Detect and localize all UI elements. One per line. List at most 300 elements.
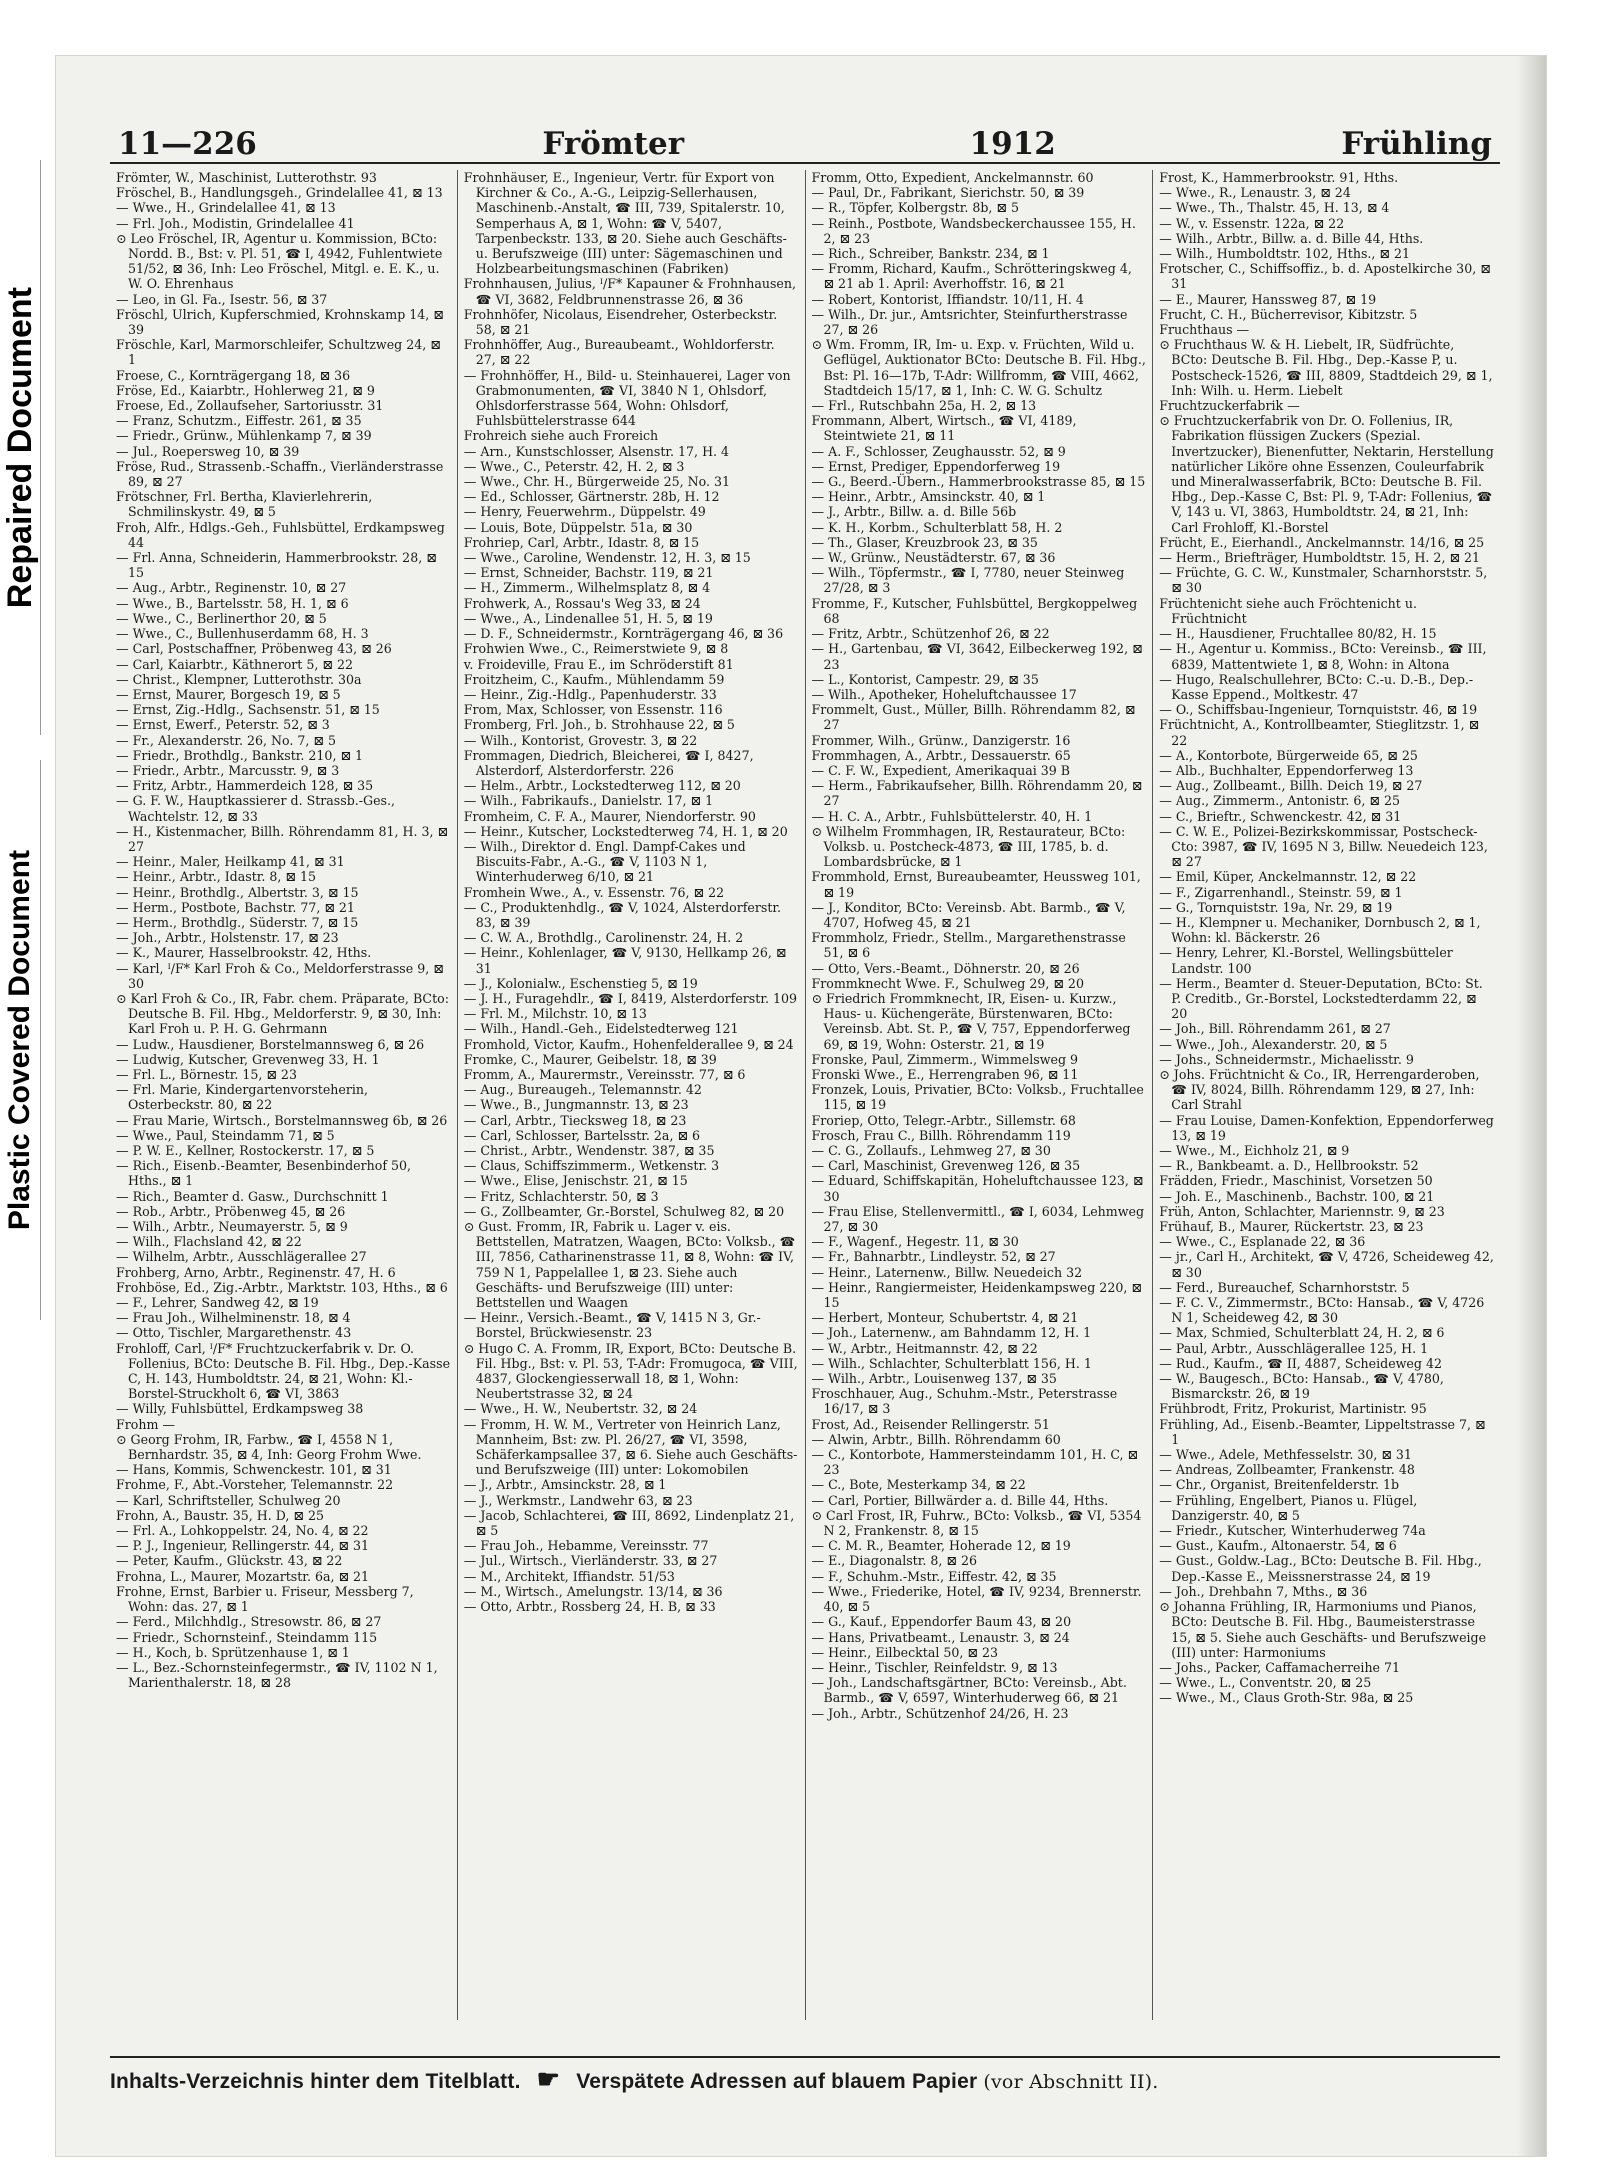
directory-entry: Fröse, Rud., Strassenb.-Schaffn., Vierländerstrasse 89, ⊠ 27 bbox=[116, 458, 444, 490]
directory-entry: Frohm — bbox=[116, 1416, 175, 1432]
directory-entry: — E., Maurer, Hanssweg 87, ⊠ 19 bbox=[1159, 291, 1377, 307]
directory-entry: — Carl, Postschaffner, Pröbenweg 43, ⊠ 26 bbox=[116, 641, 392, 657]
directory-entry: — Henry, Feuerwehrm., Düppelstr. 49 bbox=[463, 504, 706, 520]
directory-entry: — Wwe., B., Jungmannstr. 13, ⊠ 23 bbox=[463, 1097, 689, 1113]
directory-entry: — C. G., Zollaufs., Lehmweg 27, ⊠ 30 bbox=[811, 1143, 1051, 1158]
directory-entry: — Andreas, Zollbeamter, Frankenstr. 48 bbox=[1159, 1462, 1415, 1478]
directory-entry: — Th., Glaser, Kreuzbrook 23, ⊠ 35 bbox=[811, 534, 1038, 550]
directory-entry: — Carl, Portier, Billwärder a. d. Bille 44, Hths. bbox=[811, 1492, 1109, 1508]
directory-entry: — Claus, Schiffszimmerm., Wetkenstr. 3 bbox=[463, 1158, 720, 1174]
directory-entry: — Joh., Drehbahn 7, Mths., ⊠ 36 bbox=[1159, 1583, 1368, 1599]
directory-entry: — Christ., Klempner, Lutterothstr. 30a bbox=[116, 671, 362, 687]
directory-entry: — Johs., Packer, Caffamacherreihe 71 bbox=[1159, 1659, 1401, 1675]
directory-entry: From, Max, Schlosser, von Essenstr. 116 bbox=[463, 702, 723, 718]
directory-entry: ⊙ Hugo C. A. Fromm, IR, Export, BCto: Deutsche B. Fil. Hbg., Bst: v. Pl. 53, T-Adr: Fromugoca, ☎ VIII, 4837, Glockengiesserwall 18, ⊠ 1, Wohn: Neubertstrasse 32, ⊠ 24 bbox=[463, 1340, 798, 1402]
directory-entry: — Wwe., R., Lenaustr. 3, ⊠ 24 bbox=[1159, 185, 1351, 201]
directory-entry: — Frau Louise, Damen-Konfektion, Eppendorferweg 13, ⊠ 19 bbox=[1159, 1112, 1494, 1143]
directory-entry: Frohnhäuser, E., Ingenieur, Vertr. für Export von Kirchner & Co., A.-G., Leipzig-Sellerhausen, Maschinenb.-Anstalt, ☎ III, 739, Spitalerstr. 10, Semperhaus A, ⊠ 1, Wohn: ☎ V, 5407, Tarpenbeckstr. 133, ⊠ 20. Siehe auch Geschäfts- u. Berufszweige (III) unter: Sägemaschinen und Holzbearbeitungsmaschinen (Fabriken) bbox=[463, 170, 787, 277]
directory-entry: — Peter, Kaufm., Glückstr. 43, ⊠ 22 bbox=[116, 1553, 343, 1569]
directory-entry: — H., Gartenbau, ☎ VI, 3642, Eilbeckerweg 192, ⊠ 23 bbox=[811, 641, 1143, 672]
directory-entry: Fruchtzuckerfabrik — bbox=[1159, 398, 1300, 414]
directory-entry: — W., Grünw., Neustädterstr. 67, ⊠ 36 bbox=[811, 550, 1056, 566]
directory-entry: — Fr., Alexanderstr. 26, No. 7, ⊠ 5 bbox=[116, 732, 336, 748]
directory-entry: — Robert, Kontorist, Iffiandstr. 10/11, H. 4 bbox=[811, 291, 1084, 307]
directory-entry: — Joh., Arbtr., Schützenhof 24/26, H. 23 bbox=[811, 1705, 1069, 1721]
directory-entry: — C. W. E., Polizei-Bezirkskommissar, Postscheck-Cto: 3987, ☎ IV, 1695 N 3, Billw. Neuedeich 123, ⊠ 27 bbox=[1159, 823, 1488, 870]
directory-entry: — Herm., Beamter d. Steuer-Deputation, BCto: St. P. Creditb., Gr.-Borstel, Lockstedterdamm 22, ⊠ 20 bbox=[1159, 975, 1483, 1022]
directory-entry: — Ferd., Milchhdlg., Stresowstr. 86, ⊠ 27 bbox=[116, 1614, 382, 1630]
directory-entry: ⊙ Gust. Fromm, IR, Fabrik u. Lager v. eis. Bettstellen, Matratzen, Waagen, BCto: Volksb., ☎ III, 7856, Catharinenstrasse 11, ⊠ 8, Wohn: ☎ IV, 759 N 1, Pappelallee 1, ⊠ 23. Siehe auch Geschäfts- und Berufszweige (III) unter: Bettstellen und Waagen bbox=[463, 1219, 796, 1311]
directory-entry: — C., Bote, Mesterkamp 34, ⊠ 22 bbox=[811, 1477, 1026, 1493]
directory-entry: — Wilh., Dr. jur., Amtsrichter, Steinfurtherstrasse 27, ⊠ 26 bbox=[811, 306, 1128, 338]
directory-entry: — Frau Joh., Hebamme, Vereinsstr. 77 bbox=[463, 1538, 709, 1554]
directory-entry: Frohreich siehe auch Froreich bbox=[463, 428, 659, 444]
directory-entry: — Herbert, Monteur, Schubertstr. 4, ⊠ 21 bbox=[811, 1310, 1079, 1326]
directory-entry: — Carl, Kaiarbtr., Käthnerort 5, ⊠ 22 bbox=[116, 656, 353, 672]
plastic-covered-document-label: Plastic Covered Document bbox=[3, 849, 36, 1231]
directory-entry: Frötschner, Frl. Bertha, Klavierlehrerin, Schmilinskystr. 49, ⊠ 5 bbox=[116, 489, 373, 520]
directory-entry: — Alb., Buchhalter, Eppendorferweg 13 bbox=[1159, 762, 1414, 778]
directory-entry: Frohriep, Carl, Arbtr., Idastr. 8, ⊠ 15 bbox=[463, 534, 700, 550]
directory-entry: Frommagen, Diedrich, Bleicherei, ☎ I, 8427, Alsterdorf, Alsterdorferstr. 226 bbox=[463, 747, 754, 778]
directory-entry: Fröschel, B., Handlungsgeh., Grindelallee 41, ⊠ 13 bbox=[116, 185, 443, 201]
directory-entry: Frost, Ad., Reisender Rellingerstr. 51 bbox=[811, 1416, 1050, 1432]
directory-entry: Frohwien Wwe., C., Reimerstwiete 9, ⊠ 8 bbox=[463, 641, 729, 657]
directory-entry: Frommholz, Friedr., Stellm., Margarethenstrasse 51, ⊠ 6 bbox=[811, 930, 1126, 961]
page-footer bbox=[110, 2056, 1500, 2095]
directory-entry: Fromke, C., Maurer, Geibelstr. 18, ⊠ 39 bbox=[463, 1051, 717, 1067]
directory-entry: — Frau Joh., Wilhelminenstr. 18, ⊠ 4 bbox=[116, 1310, 351, 1326]
directory-column-3 bbox=[806, 170, 1154, 2020]
directory-entry: — Friedr., Grünw., Mühlenkamp 7, ⊠ 39 bbox=[116, 428, 372, 444]
directory-entry: — J., Kolonialw., Eschenstieg 5, ⊠ 19 bbox=[463, 975, 698, 991]
directory-entry: — jr., Carl H., Architekt, ☎ V, 4726, Scheideweg 42, ⊠ 30 bbox=[1159, 1249, 1494, 1280]
directory-entry: ⊙ Fruchtzuckerfabrik von Dr. O. Follenius, IR, Fabrikation flüssigen Zuckers (Spezial. Invertzucker), Bienenfutter, Nektarin, Herstellung natürlicher Liköre ohne Essenzen, Couleurfabrik und Mineralwasserfabrik, BCto: Deutsche B. Fil. Hbg., Dep.-Kasse C, Bst: Pl. 9, T-Adr: Follenius, ☎ V, 143 u. VI, 3863, Humboldtstr. 24, ⊠ 21, Inh: Carl Frohloff, Kl.-Borstel bbox=[1159, 413, 1494, 535]
directory-entry: — M., Wirtsch., Amelungstr. 13/14, ⊠ 36 bbox=[463, 1583, 723, 1599]
directory-entry: — Heinr., Kutscher, Lockstedterweg 74, H. 1, ⊠ 20 bbox=[463, 823, 788, 839]
directory-entry: Frohnhöfer, Nicolaus, Eisendreher, Osterbeckstr. 58, ⊠ 21 bbox=[463, 306, 778, 338]
directory-entry: Fronske, Paul, Zimmerm., Wimmelsweg 9 bbox=[811, 1051, 1079, 1067]
directory-entry: — Rob., Arbtr., Pröbenweg 45, ⊠ 26 bbox=[116, 1203, 346, 1219]
directory-entry: — Herm., Postbote, Bachstr. 77, ⊠ 21 bbox=[116, 899, 355, 915]
directory-entry: — Karl, ᴵ/F* Karl Froh & Co., Meldorferstrasse 9, ⊠ 30 bbox=[116, 960, 444, 991]
directory-entry: — Carl, Schlosser, Bartelsstr. 2a, ⊠ 6 bbox=[463, 1127, 701, 1143]
directory-entry: — Joh., Laternenw., am Bahndamm 12, H. 1 bbox=[811, 1325, 1092, 1341]
directory-entry: — Carl, Arbtr., Tiecksweg 18, ⊠ 23 bbox=[463, 1112, 687, 1128]
directory-entry: — Joh., Arbtr., Holstenstr. 17, ⊠ 23 bbox=[116, 930, 339, 946]
directory-entry: — F., Zigarrenhandl., Steinstr. 59, ⊠ 1 bbox=[1159, 884, 1403, 900]
directory-entry: — P. W. E., Kellner, Rostockerstr. 17, ⊠ 5 bbox=[116, 1143, 375, 1158]
directory-entry: — Wilh., Arbtr., Billw. a. d. Bille 44, Hths. bbox=[1159, 230, 1424, 246]
directory-entry: — Leo, in Gl. Fa., Isestr. 56, ⊠ 37 bbox=[116, 291, 328, 307]
directory-entry: Früchtnicht, A., Kontrollbeamter, Stieglitzstr. 1, ⊠ 22 bbox=[1159, 717, 1480, 748]
directory-entry: — Wwe., M., Claus Groth-Str. 98a, ⊠ 25 bbox=[1159, 1690, 1414, 1706]
directory-entry: — Rich., Beamter d. Gasw., Durchschnitt 1 bbox=[116, 1188, 389, 1204]
directory-entry: — Fromm, Richard, Kaufm., Schrötteringskweg 4, ⊠ 21 ab 1. April: Averhoffstr. 16, ⊠ 21 bbox=[811, 261, 1132, 292]
directory-entry: — Frohnhöffer, H., Bild- u. Steinhauerei, Lager von Grabmonumenten, ☎ VI, 3840 N 1, Ohlsdorf, Ohlsdorferstrasse 564, Wohn: Ohlsdorf, Fuhlsbüttelerstrasse 644 bbox=[463, 367, 791, 429]
footer-late-addresses: Verspätete Adressen auf blauem Papier bbox=[576, 2070, 978, 2093]
directory-entry: Frohme, F., Abt.-Vorsteher, Telemannstr. 22 bbox=[116, 1477, 394, 1493]
directory-entry: — Paul, Dr., Fabrikant, Sierichstr. 50, ⊠ 39 bbox=[811, 185, 1085, 201]
directory-entry: — Max, Schmied, Schulterblatt 24, H. 2, ⊠ 6 bbox=[1159, 1325, 1445, 1341]
directory-entry: Frohnhausen, Julius, ᴵ/F* Kapauner & Frohnhausen, ☎ VI, 3682, Feldbrunnenstrasse 26, ⊠ 36 bbox=[463, 276, 797, 307]
directory-entry: — C. M. R., Beamter, Hoherade 12, ⊠ 19 bbox=[811, 1538, 1071, 1554]
directory-entry: — K., Maurer, Hasselbrookstr. 42, Hths. bbox=[116, 945, 372, 961]
directory-entry: — H., Koch, b. Sprützenhause 1, ⊠ 1 bbox=[116, 1644, 350, 1660]
directory-entry: — Friedr., Arbtr., Marcusstr. 9, ⊠ 3 bbox=[116, 762, 340, 778]
directory-entry: — H., Zimmerm., Wilhelmsplatz 8, ⊠ 4 bbox=[463, 580, 711, 596]
directory-entry: — G., Tornquiststr. 19a, Nr. 29, ⊠ 19 bbox=[1159, 899, 1393, 915]
directory-entry: — Aug., Zollbeamt., Billh. Deich 19, ⊠ 27 bbox=[1159, 778, 1423, 794]
directory-entry: — Wilh., Arbtr., Neumayerstr. 5, ⊠ 9 bbox=[116, 1219, 348, 1235]
directory-entry: Fromheim, C. F. A., Maurer, Niendorferstr. 90 bbox=[463, 808, 756, 824]
directory-entry: — Heinr., Arbtr., Idastr. 8, ⊠ 15 bbox=[116, 869, 317, 885]
directory-entry: — Wwe., C., Bullenhuserdamm 68, H. 3 bbox=[116, 626, 369, 642]
directory-entry: — G. F. W., Hauptkassierer d. Strassb.-Ges., Wachtelstr. 12, ⊠ 33 bbox=[116, 793, 396, 824]
directory-entry: ⊙ Georg Frohm, IR, Farbw., ☎ I, 4558 N 1, Bernhardstr. 35, ⊠ 4, Inh: Georg Frohm Wwe. bbox=[116, 1431, 422, 1463]
directory-entry: — Wilh., Apotheker, Hoheluftchaussee 17 bbox=[811, 686, 1077, 702]
directory-entry: — Wilh., Handl.-Geh., Eidelstedterweg 121 bbox=[463, 1021, 739, 1037]
directory-entry: ⊙ Johs. Früchtnicht & Co., IR, Herrengarderoben, ☎ IV, 8024, Billh. Röhrendamm 129, ⊠ 27, Inh: Carl Strahl bbox=[1159, 1066, 1480, 1113]
directory-entry: Frohböse, Ed., Zig.-Arbtr., Marktstr. 103, Hths., ⊠ 6 bbox=[116, 1279, 448, 1295]
directory-entry: — Ernst, Schneider, Bachstr. 119, ⊠ 21 bbox=[463, 565, 714, 581]
directory-entry: — Karl, Schriftsteller, Schulweg 20 bbox=[116, 1492, 341, 1508]
header-first-name: Frömter bbox=[542, 126, 685, 162]
directory-column-1 bbox=[110, 170, 458, 2020]
directory-entry: — Wwe., A., Lindenallee 51, H. 5, ⊠ 19 bbox=[463, 610, 713, 626]
directory-entry: — J., Konditor, BCto: Vereinsb. Abt. Barmb., ☎ V, 4707, Hofweg 45, ⊠ 21 bbox=[811, 899, 1126, 930]
directory-entry: — Ernst, Ewerf., Peterstr. 52, ⊠ 3 bbox=[116, 717, 330, 733]
directory-entry: — Arn., Kunstschlosser, Alsenstr. 17, H. 4 bbox=[463, 443, 730, 459]
directory-entry: ⊙ Friedrich Frommknecht, IR, Eisen- u. Kurzw., Haus- u. Küchengeräte, Bürstenwaren, BCto: Vereinsb. Abt. St. P., ☎ V, 757, Eppendorferweg 69, ⊠ 19, Wohn: Osterstr. 21, ⊠ 19 bbox=[811, 990, 1131, 1052]
directory-entry: — Friedr., Brothdlg., Bankstr. 210, ⊠ 1 bbox=[116, 747, 364, 763]
directory-entry: — Frl. Joh., Modistin, Grindelallee 41 bbox=[116, 215, 355, 231]
directory-entry: — Ferd., Bureauchef, Scharnhorststr. 5 bbox=[1159, 1279, 1410, 1295]
directory-entry: — Joh. E., Maschinenb., Bachstr. 100, ⊠ 21 bbox=[1159, 1188, 1435, 1204]
directory-entry: Fronzek, Louis, Privatier, BCto: Volksb., Fruchtallee 115, ⊠ 19 bbox=[811, 1082, 1144, 1113]
directory-entry: — Wilh., Kontorist, Grovestr. 3, ⊠ 22 bbox=[463, 732, 698, 748]
directory-entry: — Hugo, Realschullehrer, BCto: C.-u. D.-B., Dep.-Kasse Eppend., Moltkestr. 47 bbox=[1159, 671, 1474, 702]
directory-entry: Frotscher, C., Schiffsoffiz., b. d. Apostelkirche 30, ⊠ 31 bbox=[1159, 261, 1491, 292]
directory-entry: — Gust., Goldw.-Lag., BCto: Deutsche B. Fil. Hbg., Dep.-Kasse E., Meissnerstrasse 24, ⊠ 19 bbox=[1159, 1553, 1482, 1584]
directory-entry: — L., Kontorist, Campestr. 29, ⊠ 35 bbox=[811, 671, 1039, 687]
directory-entry: — Wwe., C., Esplanade 22, ⊠ 36 bbox=[1159, 1234, 1366, 1250]
directory-entry: ⊙ Leo Fröschel, IR, Agentur u. Kommission, BCto: Nordd. B., Bst: v. Pl. 51, ☎ I, 4942, Fuhlentwiete 51/52, ⊠ 36, Inh: Leo Fröschel, Mitgl. e. E. K., u. W. O. Ehrenhaus bbox=[116, 230, 443, 292]
directory-entry: — F., Schuhm.-Mstr., Eiffestr. 42, ⊠ 35 bbox=[811, 1568, 1057, 1584]
directory-entry: — Jul., Roepersweg 10, ⊠ 39 bbox=[116, 443, 300, 459]
page-number: 11—226 bbox=[118, 126, 257, 162]
directory-entry: Fröschl, Ulrich, Kupferschmied, Krohnskamp 14, ⊠ 39 bbox=[116, 306, 444, 338]
directory-entry: Frühling, Ad., Eisenb.-Beamter, Lippeltstrasse 7, ⊠ 1 bbox=[1159, 1416, 1486, 1447]
directory-entry: — Herm., Brothdlg., Süderstr. 7, ⊠ 15 bbox=[116, 914, 359, 930]
directory-entry: — Fritz, Arbtr., Schützenhof 26, ⊠ 22 bbox=[811, 626, 1050, 642]
directory-entry: — Wwe., Chr. H., Bürgerweide 25, No. 31 bbox=[463, 474, 731, 490]
directory-entry: — Wwe., H., Grindelallee 41, ⊠ 13 bbox=[116, 200, 336, 216]
directory-entry: — A., Kontorbote, Bürgerweide 65, ⊠ 25 bbox=[1159, 747, 1418, 763]
directory-entry: — Franz, Schutzm., Eiffestr. 261, ⊠ 35 bbox=[116, 413, 362, 429]
directory-entry: — Herm., Briefträger, Humboldtstr. 15, H. 2, ⊠ 21 bbox=[1159, 550, 1481, 566]
directory-entry: — Wwe., Caroline, Wendenstr. 12, H. 3, ⊠ 15 bbox=[463, 550, 751, 566]
directory-entry: — F., Lehrer, Sandweg 42, ⊠ 19 bbox=[116, 1295, 319, 1311]
directory-entry: — Wilhelm, Arbtr., Ausschlägerallee 27 bbox=[116, 1249, 367, 1265]
directory-entry: — O., Schiffsbau-Ingenieur, Tornquiststr. 46, ⊠ 19 bbox=[1159, 702, 1478, 718]
directory-entry: — Heinr., Tischler, Reinfeldstr. 9, ⊠ 13 bbox=[811, 1659, 1058, 1675]
directory-entry: — Wwe., Paul, Steindamm 71, ⊠ 5 bbox=[116, 1127, 335, 1143]
directory-entry: — Fromm, H. W. M., Vertreter von Heinrich Lanz, Mannheim, Bst: zw. Pl. 26/27, ☎ VI, 3598, Schäferkampsallee 37, ⊠ 6. Siehe auch Geschäfts- und Berufszweige (III) unter: Lokomobilen bbox=[463, 1416, 798, 1478]
directory-entry: — Wwe., L., Conventstr. 20, ⊠ 25 bbox=[1159, 1675, 1372, 1691]
directory-entry: — Fritz, Schlachterstr. 50, ⊠ 3 bbox=[463, 1188, 659, 1204]
directory-entry: Frohna, L., Maurer, Mozartstr. 6a, ⊠ 21 bbox=[116, 1568, 370, 1584]
directory-entry: — Frau Elise, Stellenvermittl., ☎ I, 6034, Lehmweg 27, ⊠ 30 bbox=[811, 1203, 1145, 1235]
directory-entry: — Wilh., Schlachter, Schulterblatt 156, H. 1 bbox=[811, 1355, 1092, 1371]
directory-entry: — Aug., Arbtr., Reginenstr. 10, ⊠ 27 bbox=[116, 580, 347, 596]
directory-entry: — Fr., Bahnarbtr., Lindleystr. 52, ⊠ 27 bbox=[811, 1249, 1056, 1265]
directory-entry: — Frl. M., Milchstr. 10, ⊠ 13 bbox=[463, 1006, 647, 1022]
page-edge-shadow bbox=[1516, 56, 1546, 2156]
directory-entry: — Wilh., Arbtr., Louisenweg 137, ⊠ 35 bbox=[811, 1371, 1057, 1387]
directory-entry: — Emil, Küper, Anckelmannstr. 12, ⊠ 22 bbox=[1159, 869, 1417, 885]
directory-entry: — Friedr., Kutscher, Winterhuderweg 74a bbox=[1159, 1523, 1426, 1539]
directory-entry: — Wilh., Fabrikaufs., Danielstr. 17, ⊠ 1 bbox=[463, 793, 714, 809]
directory-entry: — W., v. Essenstr. 122a, ⊠ 22 bbox=[1159, 215, 1345, 231]
directory-entry: — Frl. Marie, Kindergartenvorsteherin, Osterbeckstr. 80, ⊠ 22 bbox=[116, 1082, 369, 1113]
page-header bbox=[110, 118, 1500, 164]
directory-column-4 bbox=[1153, 170, 1500, 2020]
directory-entry: Frommann, Albert, Wirtsch., ☎ VI, 4189, Steintwiete 21, ⊠ 11 bbox=[811, 413, 1077, 444]
directory-entry: — Fritz, Arbtr., Hammerdeich 128, ⊠ 35 bbox=[116, 778, 374, 794]
directory-entry: — G., Zollbeamter, Gr.-Borstel, Schulweg 82, ⊠ 20 bbox=[463, 1203, 785, 1219]
directory-entry: — A. F., Schlosser, Zeughausstr. 52, ⊠ 9 bbox=[811, 443, 1066, 459]
directory-entry: — Otto, Vers.-Beamt., Döhnerstr. 20, ⊠ 26 bbox=[811, 960, 1080, 976]
directory-entry: — Paul, Arbtr., Ausschlägerallee 125, H. 1 bbox=[1159, 1340, 1429, 1356]
directory-entry: ⊙ Fruchthaus W. & H. Liebelt, IR, Südfrüchte, BCto: Deutsche B. Fil. Hbg., Dep.-Kasse P, u. Postscheck-1526, ☎ III, 8809, Stadtdeich 29, ⊠ 1, Inh: Wilh. u. Herm. Liebelt bbox=[1159, 337, 1493, 398]
directory-entry: — Johs., Schneidermstr., Michaelisstr. 9 bbox=[1159, 1051, 1414, 1067]
directory-entry: — J., Werkmstr., Landwehr 63, ⊠ 23 bbox=[463, 1492, 693, 1508]
directory-entry: — Alwin, Arbtr., Billh. Röhrendamm 60 bbox=[811, 1431, 1061, 1447]
directory-entry: — Helm., Arbtr., Lockstedterweg 112, ⊠ 20 bbox=[463, 778, 741, 794]
directory-entry: — Henry, Lehrer, Kl.-Borstel, Wellingsbütteler Landstr. 100 bbox=[1159, 945, 1453, 976]
directory-entry: — Eduard, Schiffskapitän, Hoheluftchaussee 123, ⊠ 30 bbox=[811, 1173, 1144, 1204]
directory-entry: Fromhein Wwe., A., v. Essenstr. 76, ⊠ 22 bbox=[463, 884, 725, 900]
directory-entry: — F. C. V., Zimmermstr., BCto: Hansab., ☎ V, 4726 N 1, Scheideweg 42, ⊠ 30 bbox=[1159, 1295, 1485, 1326]
directory-entry: — Hans, Privatbeamt., Lenaustr. 3, ⊠ 24 bbox=[811, 1629, 1070, 1645]
directory-column-2 bbox=[458, 170, 806, 2020]
directory-entry: Frohne, Ernst, Barbier u. Friseur, Messberg 7, Wohn: das. 27, ⊠ 1 bbox=[116, 1583, 414, 1615]
directory-entry: — Wwe., H. W., Neubertstr. 32, ⊠ 24 bbox=[463, 1401, 698, 1417]
directory-entry: — R., Töpfer, Kolbergstr. 8b, ⊠ 5 bbox=[811, 200, 1019, 216]
footer-index-note: Inhalts-Verzeichnis hinter dem Titelblatt. bbox=[110, 2070, 521, 2093]
directory-entry: Frosch, Frau C., Billh. Röhrendamm 119 bbox=[811, 1127, 1071, 1143]
directory-entry: — Wwe., Th., Thalstr. 45, H. 13, ⊠ 4 bbox=[1159, 200, 1390, 216]
directory-entry: Fromm, A., Maurermstr., Vereinsstr. 77, ⊠ 6 bbox=[463, 1066, 746, 1082]
directory-entry: — L., Bez.-Schornsteinfegermstr., ☎ IV, 1102 N 1, Marienthalerstr. 18, ⊠ 28 bbox=[116, 1659, 438, 1691]
directory-entry: — Wwe., C., Berlinerthor 20, ⊠ 5 bbox=[116, 610, 327, 626]
directory-entry: — Frau Marie, Wirtsch., Borstelmannsweg 6b, ⊠ 26 bbox=[116, 1112, 448, 1128]
directory-entry: — Frl. Anna, Schneiderin, Hammerbrookstr. 28, ⊠ 15 bbox=[116, 550, 437, 581]
directory-entry: — Ludwig, Kutscher, Grevenweg 33, H. 1 bbox=[116, 1051, 380, 1067]
directory-entry: Froschhauer, Aug., Schuhm.-Mstr., Peterstrasse 16/17, ⊠ 3 bbox=[811, 1386, 1118, 1417]
directory-entry: — Hans, Kommis, Schwenckestr. 101, ⊠ 31 bbox=[116, 1462, 392, 1478]
directory-entry: Früh, Anton, Schlachter, Mariennstr. 9, ⊠ 23 bbox=[1159, 1203, 1445, 1219]
directory-entry: — Chr., Organist, Breitenfelderstr. 1b bbox=[1159, 1477, 1400, 1493]
directory-entry: — C., Brieftr., Schwenckestr. 42, ⊠ 31 bbox=[1159, 808, 1402, 824]
header-year: 1912 bbox=[969, 126, 1056, 162]
directory-entry: — Wwe., C., Peterstr. 42, H. 2, ⊠ 3 bbox=[463, 458, 685, 474]
directory-entry: — Früchte, G. C. W., Kunstmaler, Scharnhorststr. 5, ⊠ 30 bbox=[1159, 565, 1488, 596]
directory-entry: — H., Agentur u. Kommiss., BCto: Vereinsb., ☎ III, 6839, Mattentwiete 1, ⊠ 8, Wohn: in Altona bbox=[1159, 641, 1487, 672]
directory-entry: — Joh., Bill. Röhrendamm 261, ⊠ 27 bbox=[1159, 1021, 1391, 1037]
directory-entry: — C., Kontorbote, Hammersteindamm 101, H. C, ⊠ 23 bbox=[811, 1447, 1139, 1478]
directory-entry: — Heinr., Versich.-Beamt., ☎ V, 1415 N 3, Gr.-Borstel, Brückwiesenstr. 23 bbox=[463, 1310, 761, 1341]
directory-entry: — Wwe., Adele, Methfesselstr. 30, ⊠ 31 bbox=[1159, 1447, 1412, 1463]
directory-entry: — H., Klempner u. Mechaniker, Dornbusch 2, ⊠ 1, Wohn: kl. Bäckerstr. 26 bbox=[1159, 914, 1481, 946]
directory-entry: Frädden, Friedr., Maschinist, Vorsetzen 50 bbox=[1159, 1173, 1433, 1189]
directory-entry: Fronski Wwe., E., Herrengraben 96, ⊠ 11 bbox=[811, 1066, 1079, 1082]
directory-entry: — W., Baugesch., BCto: Hansab., ☎ V, 4780, Bismarckstr. 26, ⊠ 19 bbox=[1159, 1371, 1444, 1402]
directory-entry: — C. F. W., Expedient, Amerikaquai 39 B bbox=[811, 762, 1071, 778]
directory-entry: — Wwe., Joh., Alexanderstr. 20, ⊠ 5 bbox=[1159, 1036, 1388, 1052]
directory-entry: Frücht, E., Eierhandl., Anckelmannstr. 14/16, ⊠ 25 bbox=[1159, 534, 1485, 550]
directory-entry: — Heinr., Arbtr., Amsinckstr. 40, ⊠ 1 bbox=[811, 489, 1046, 505]
plastic-covered-document-tab bbox=[0, 760, 41, 1320]
directory-entry: ⊙ Karl Froh & Co., IR, Fabr. chem. Präparate, BCto: Deutsche B. Fil. Hbg., Meldorferstr. 9, ⊠ 30, Inh: Karl Froh u. P. H. G. Gehrmann bbox=[116, 990, 449, 1037]
directory-entry: — M., Architekt, Iffiandstr. 51/53 bbox=[463, 1568, 675, 1584]
directory-entry: — Wilh., Töpfermstr., ☎ I, 7780, neuer Steinweg 27/28, ⊠ 3 bbox=[811, 565, 1125, 596]
directory-entry: — W., Arbtr., Heitmannstr. 42, ⊠ 22 bbox=[811, 1340, 1038, 1356]
directory-entry: — Wilh., Humboldtstr. 102, Hths., ⊠ 21 bbox=[1159, 246, 1410, 262]
directory-entry: — G., Beerd.-Übern., Hammerbrookstrasse 85, ⊠ 15 bbox=[811, 474, 1146, 490]
directory-entry: — Heinr., Zig.-Hdlg., Papenhuderstr. 33 bbox=[463, 686, 717, 702]
directory-entry: — Heinr., Laternenw., Billw. Neuedeich 32 bbox=[811, 1264, 1083, 1280]
directory-columns bbox=[110, 170, 1500, 2020]
directory-entry: Frohn, A., Baustr. 35, H. D, ⊠ 25 bbox=[116, 1507, 324, 1523]
directory-entry: Froh, Alfr., Hdlgs.-Geh., Fuhlsbüttel, Erdkampsweg 44 bbox=[116, 519, 445, 550]
directory-entry: — Rich., Schreiber, Bankstr. 234, ⊠ 1 bbox=[811, 246, 1050, 262]
directory-entry: — Frl. L., Börnestr. 15, ⊠ 23 bbox=[116, 1066, 297, 1082]
directory-entry: Frommelt, Gust., Müller, Billh. Röhrendamm 82, ⊠ 27 bbox=[811, 702, 1136, 733]
directory-entry: — Heinr., Kohlenlager, ☎ V, 9130, Hellkamp 26, ⊠ 31 bbox=[463, 945, 787, 976]
directory-entry: Frohwerk, A., Rossau's Weg 33, ⊠ 24 bbox=[463, 595, 701, 611]
header-last-name: Frühling bbox=[1341, 126, 1492, 162]
directory-entry: — Willy, Fuhlsbüttel, Erdkampsweg 38 bbox=[116, 1401, 364, 1417]
directory-entry: — Frl. A., Lohkoppelstr. 24, No. 4, ⊠ 22 bbox=[116, 1523, 369, 1539]
directory-entry: — Heinr., Eilbecktal 50, ⊠ 23 bbox=[811, 1644, 998, 1660]
directory-entry: — Wwe., Friederike, Hotel, ☎ IV, 9234, Brennerstr. 40, ⊠ 5 bbox=[811, 1583, 1142, 1615]
directory-entry: — Frl., Rutschbahn 25a, H. 2, ⊠ 13 bbox=[811, 398, 1037, 414]
pointing-hand-icon: ☛ bbox=[536, 2064, 561, 2094]
directory-entry: Fromberg, Frl. Joh., b. Strohhause 22, ⊠ 5 bbox=[463, 717, 735, 733]
directory-entry: — Rich., Eisenb.-Beamter, Besenbinderhof 50, Hths., ⊠ 1 bbox=[116, 1158, 412, 1189]
directory-entry: — Wilh., Flachsland 42, ⊠ 22 bbox=[116, 1234, 302, 1250]
directory-entry: — Wilh., Direktor d. Engl. Dampf-Cakes und Biscuits-Fabr., A.-G., ☎ V, 1103 N 1, Winterhuderweg 6/10, ⊠ 21 bbox=[463, 838, 746, 885]
directory-entry: — Rud., Kaufm., ☎ II, 4887, Scheideweg 42 bbox=[1159, 1355, 1442, 1371]
directory-entry: — C., Produktenhdlg., ☎ V, 1024, Alsterdorferstr. 83, ⊠ 39 bbox=[463, 899, 782, 930]
directory-entry: — Carl, Maschinist, Grevenweg 126, ⊠ 35 bbox=[811, 1158, 1081, 1174]
directory-entry: — G., Kauf., Eppendorfer Baum 43, ⊠ 20 bbox=[811, 1614, 1072, 1630]
directory-entry: Früchtenicht siehe auch Fröchtenicht u. Früchtnicht bbox=[1159, 595, 1417, 626]
directory-entry: Frost, K., Hammerbrookstr. 91, Hths. bbox=[1159, 170, 1399, 185]
directory-entry: Fruchthaus — bbox=[1159, 322, 1250, 338]
directory-entry: — H., Hausdiener, Fruchtallee 80/82, H. 15 bbox=[1159, 626, 1437, 642]
directory-entry: — D. F., Schneidermstr., Kornträgergang 46, ⊠ 36 bbox=[463, 626, 784, 642]
directory-entry: — Ernst, Prediger, Eppendorferweg 19 bbox=[811, 458, 1061, 474]
directory-entry: v. Froideville, Frau E., im Schröderstift 81 bbox=[463, 656, 734, 672]
directory-entry: Frohloff, Carl, ᴵ/F* Fruchtzuckerfabrik v. Dr. O. Follenius, BCto: Deutsche B. Fil. Hbg., Dep.-Kasse C, H. 143, Humboldtstr. 24, ⊠ 21, Wohn: Kl.-Borstel-Struckholt 6, ☎ VI, 3863 bbox=[116, 1340, 451, 1402]
directory-entry: Frommer, Wilh., Grünw., Danzigerstr. 16 bbox=[811, 732, 1071, 748]
directory-entry: Fromhold, Victor, Kaufm., Hohenfelderallee 9, ⊠ 24 bbox=[463, 1036, 794, 1052]
directory-entry: Frommhold, Ernst, Bureaubeamter, Heussweg 101, ⊠ 19 bbox=[811, 869, 1141, 900]
directory-entry: Fromm, Otto, Expedient, Anckelmannstr. 60 bbox=[811, 170, 1094, 185]
directory-entry: Froese, Ed., Zollaufseher, Sartoriusstr. 31 bbox=[116, 398, 384, 414]
directory-entry: — Otto, Arbtr., Rossberg 24, H. B, ⊠ 33 bbox=[463, 1599, 716, 1615]
directory-entry: — Gust., Kaufm., Altonaerstr. 54, ⊠ 6 bbox=[1159, 1538, 1397, 1554]
directory-entry: — K. H., Korbm., Schulterblatt 58, H. 2 bbox=[811, 519, 1063, 535]
directory-entry: — H., Kistenmacher, Billh. Röhrendamm 81, H. 3, ⊠ 27 bbox=[116, 823, 449, 854]
directory-entry: — Aug., Bureaugeh., Telemannstr. 42 bbox=[463, 1082, 702, 1098]
directory-entry: Fröschle, Karl, Marmorschleifer, Schultzweg 24, ⊠ 1 bbox=[116, 337, 441, 368]
directory-entry: — Ed., Schlosser, Gärtnerstr. 28b, H. 12 bbox=[463, 489, 720, 505]
directory-entry: Frommhagen, A., Arbtr., Dessauerstr. 65 bbox=[811, 747, 1071, 763]
directory-entry: — J., Arbtr., Amsinckstr. 28, ⊠ 1 bbox=[463, 1477, 667, 1493]
directory-entry: — Ludw., Hausdiener, Borstelmannsweg 6, ⊠ 26 bbox=[116, 1036, 425, 1052]
directory-entry: Frohberg, Arno, Arbtr., Reginenstr. 47, H. 6 bbox=[116, 1264, 396, 1280]
directory-entry: — J., Arbtr., Billw. a. d. Bille 56b bbox=[811, 504, 1017, 520]
directory-entry: — Wwe., Elise, Jenischstr. 21, ⊠ 15 bbox=[463, 1173, 688, 1189]
directory-entry: — Ernst, Maurer, Borgesch 19, ⊠ 5 bbox=[116, 686, 341, 702]
directory-entry: Froitzheim, C., Kaufm., Mühlendamm 59 bbox=[463, 671, 725, 687]
directory-entry: Froese, C., Kornträgergang 18, ⊠ 36 bbox=[116, 367, 351, 383]
directory-entry: — Christ., Arbtr., Wendenstr. 387, ⊠ 35 bbox=[463, 1143, 715, 1158]
directory-entry: — Aug., Zimmerm., Antonistr. 6, ⊠ 25 bbox=[1159, 793, 1400, 809]
footer-section-note: (vor Abschnitt II). bbox=[983, 2071, 1159, 2093]
directory-entry: Frucht, C. H., Bücherrevisor, Kibitzstr. 5 bbox=[1159, 306, 1418, 322]
directory-entry: — Wwe., B., Bartelsstr. 58, H. 1, ⊠ 6 bbox=[116, 595, 349, 611]
directory-entry: — Louis, Bote, Düppelstr. 51a, ⊠ 30 bbox=[463, 519, 693, 535]
directory-entry: — Wwe., M., Eichholz 21, ⊠ 9 bbox=[1159, 1143, 1350, 1158]
directory-entry: ⊙ Wilhelm Frommhagen, IR, Restaurateur, BCto: Volksb. u. Postcheck-4873, ☎ III, 1785, b. d. Lombardsbrücke, ⊠ 1 bbox=[811, 823, 1126, 870]
directory-entry: ⊙ Carl Frost, IR, Fuhrw., BCto: Volksb., ☎ VI, 5354 N 2, Frankenstr. 8, ⊠ 15 bbox=[811, 1507, 1142, 1539]
directory-entry: — Friedr., Schornsteinf., Steindamm 115 bbox=[116, 1629, 378, 1645]
directory-entry: — F., Wagenf., Hegestr. 11, ⊠ 30 bbox=[811, 1234, 1019, 1250]
directory-entry: — Herm., Fabrikaufseher, Billh. Röhrendamm 20, ⊠ 27 bbox=[811, 778, 1143, 809]
directory-entry: — Heinr., Maler, Heilkamp 41, ⊠ 31 bbox=[116, 854, 345, 870]
directory-entry: — R., Bankbeamt. a. D., Hellbrookstr. 52 bbox=[1159, 1158, 1419, 1174]
repaired-document-tab bbox=[0, 160, 41, 735]
directory-entry: — H. C. A., Arbtr., Fuhlsbüttelerstr. 40, H. 1 bbox=[811, 808, 1093, 824]
directory-entry: Frühauf, B., Maurer, Rückertstr. 23, ⊠ 23 bbox=[1159, 1219, 1424, 1235]
directory-entry: — P. J., Ingenieur, Rellingerstr. 44, ⊠ 31 bbox=[116, 1538, 369, 1554]
directory-entry: ⊙ Johanna Frühling, IR, Harmoniums und Pianos, BCto: Deutsche B. Fil. Hbg., Baumeisterstrasse 15, ⊠ 5. Siehe auch Geschäfts- und Berufszweige (III) unter: Harmoniums bbox=[1159, 1599, 1487, 1660]
directory-entry: Frohnhöffer, Aug., Bureaubeamt., Wohldorferstr. 27, ⊠ 22 bbox=[463, 337, 775, 368]
directory-entry: ⊙ Wm. Fromm, IR, Im- u. Exp. v. Früchten, Wild u. Geflügel, Auktionator BCto: Deutsche B. Fil. Hbg., Bst: Pl. 16—17b, T-Adr: Willfromm, ☎ VIII, 4662, Stadtdeich 15/17, ⊠ 1, Inh: C. W. G. Schultz bbox=[811, 337, 1146, 398]
directory-entry: — Jul., Wirtsch., Vierländerstr. 33, ⊠ 27 bbox=[463, 1553, 718, 1569]
directory-entry: — Otto, Tischler, Margarethenstr. 43 bbox=[116, 1325, 352, 1341]
repaired-document-label: Repaired Document bbox=[0, 286, 39, 609]
directory-entry: — Jacob, Schlachterei, ☎ III, 8692, Lindenplatz 21, ⊠ 5 bbox=[463, 1507, 795, 1539]
directory-entry: Fromme, F., Kutscher, Fuhlsbüttel, Bergkoppelweg 68 bbox=[811, 595, 1138, 626]
directory-entry: — Joh., Landschaftsgärtner, BCto: Vereinsb., Abt. Barmb., ☎ V, 6597, Winterhuderweg 66, ⊠ 21 bbox=[811, 1675, 1127, 1706]
directory-entry: — Reinh., Postbote, Wandsbeckerchaussee 155, H. 2, ⊠ 23 bbox=[811, 215, 1136, 246]
directory-entry: — Heinr., Brothdlg., Albertstr. 3, ⊠ 15 bbox=[116, 884, 359, 900]
directory-entry: Fröse, Ed., Kaiarbtr., Hohlerweg 21, ⊠ 9 bbox=[116, 382, 375, 398]
directory-entry: — C. W. A., Brothdlg., Carolinenstr. 24, H. 2 bbox=[463, 930, 744, 946]
directory-entry: Froriep, Otto, Telegr.-Arbtr., Sillemstr. 68 bbox=[811, 1112, 1076, 1128]
directory-entry: Frommknecht Wwe. F., Schulweg 29, ⊠ 20 bbox=[811, 975, 1084, 991]
directory-entry: Frömter, W., Maschinist, Lutterothstr. 93 bbox=[116, 170, 377, 185]
directory-entry: — Heinr., Rangiermeister, Heidenkampsweg 220, ⊠ 15 bbox=[811, 1279, 1142, 1311]
directory-entry: — Frühling, Engelbert, Pianos u. Flügel, Danzigerstr. 40, ⊠ 5 bbox=[1159, 1492, 1418, 1523]
directory-entry: — J. H., Furagehdlr., ☎ I, 8419, Alsterdorferstr. 109 bbox=[463, 990, 798, 1006]
